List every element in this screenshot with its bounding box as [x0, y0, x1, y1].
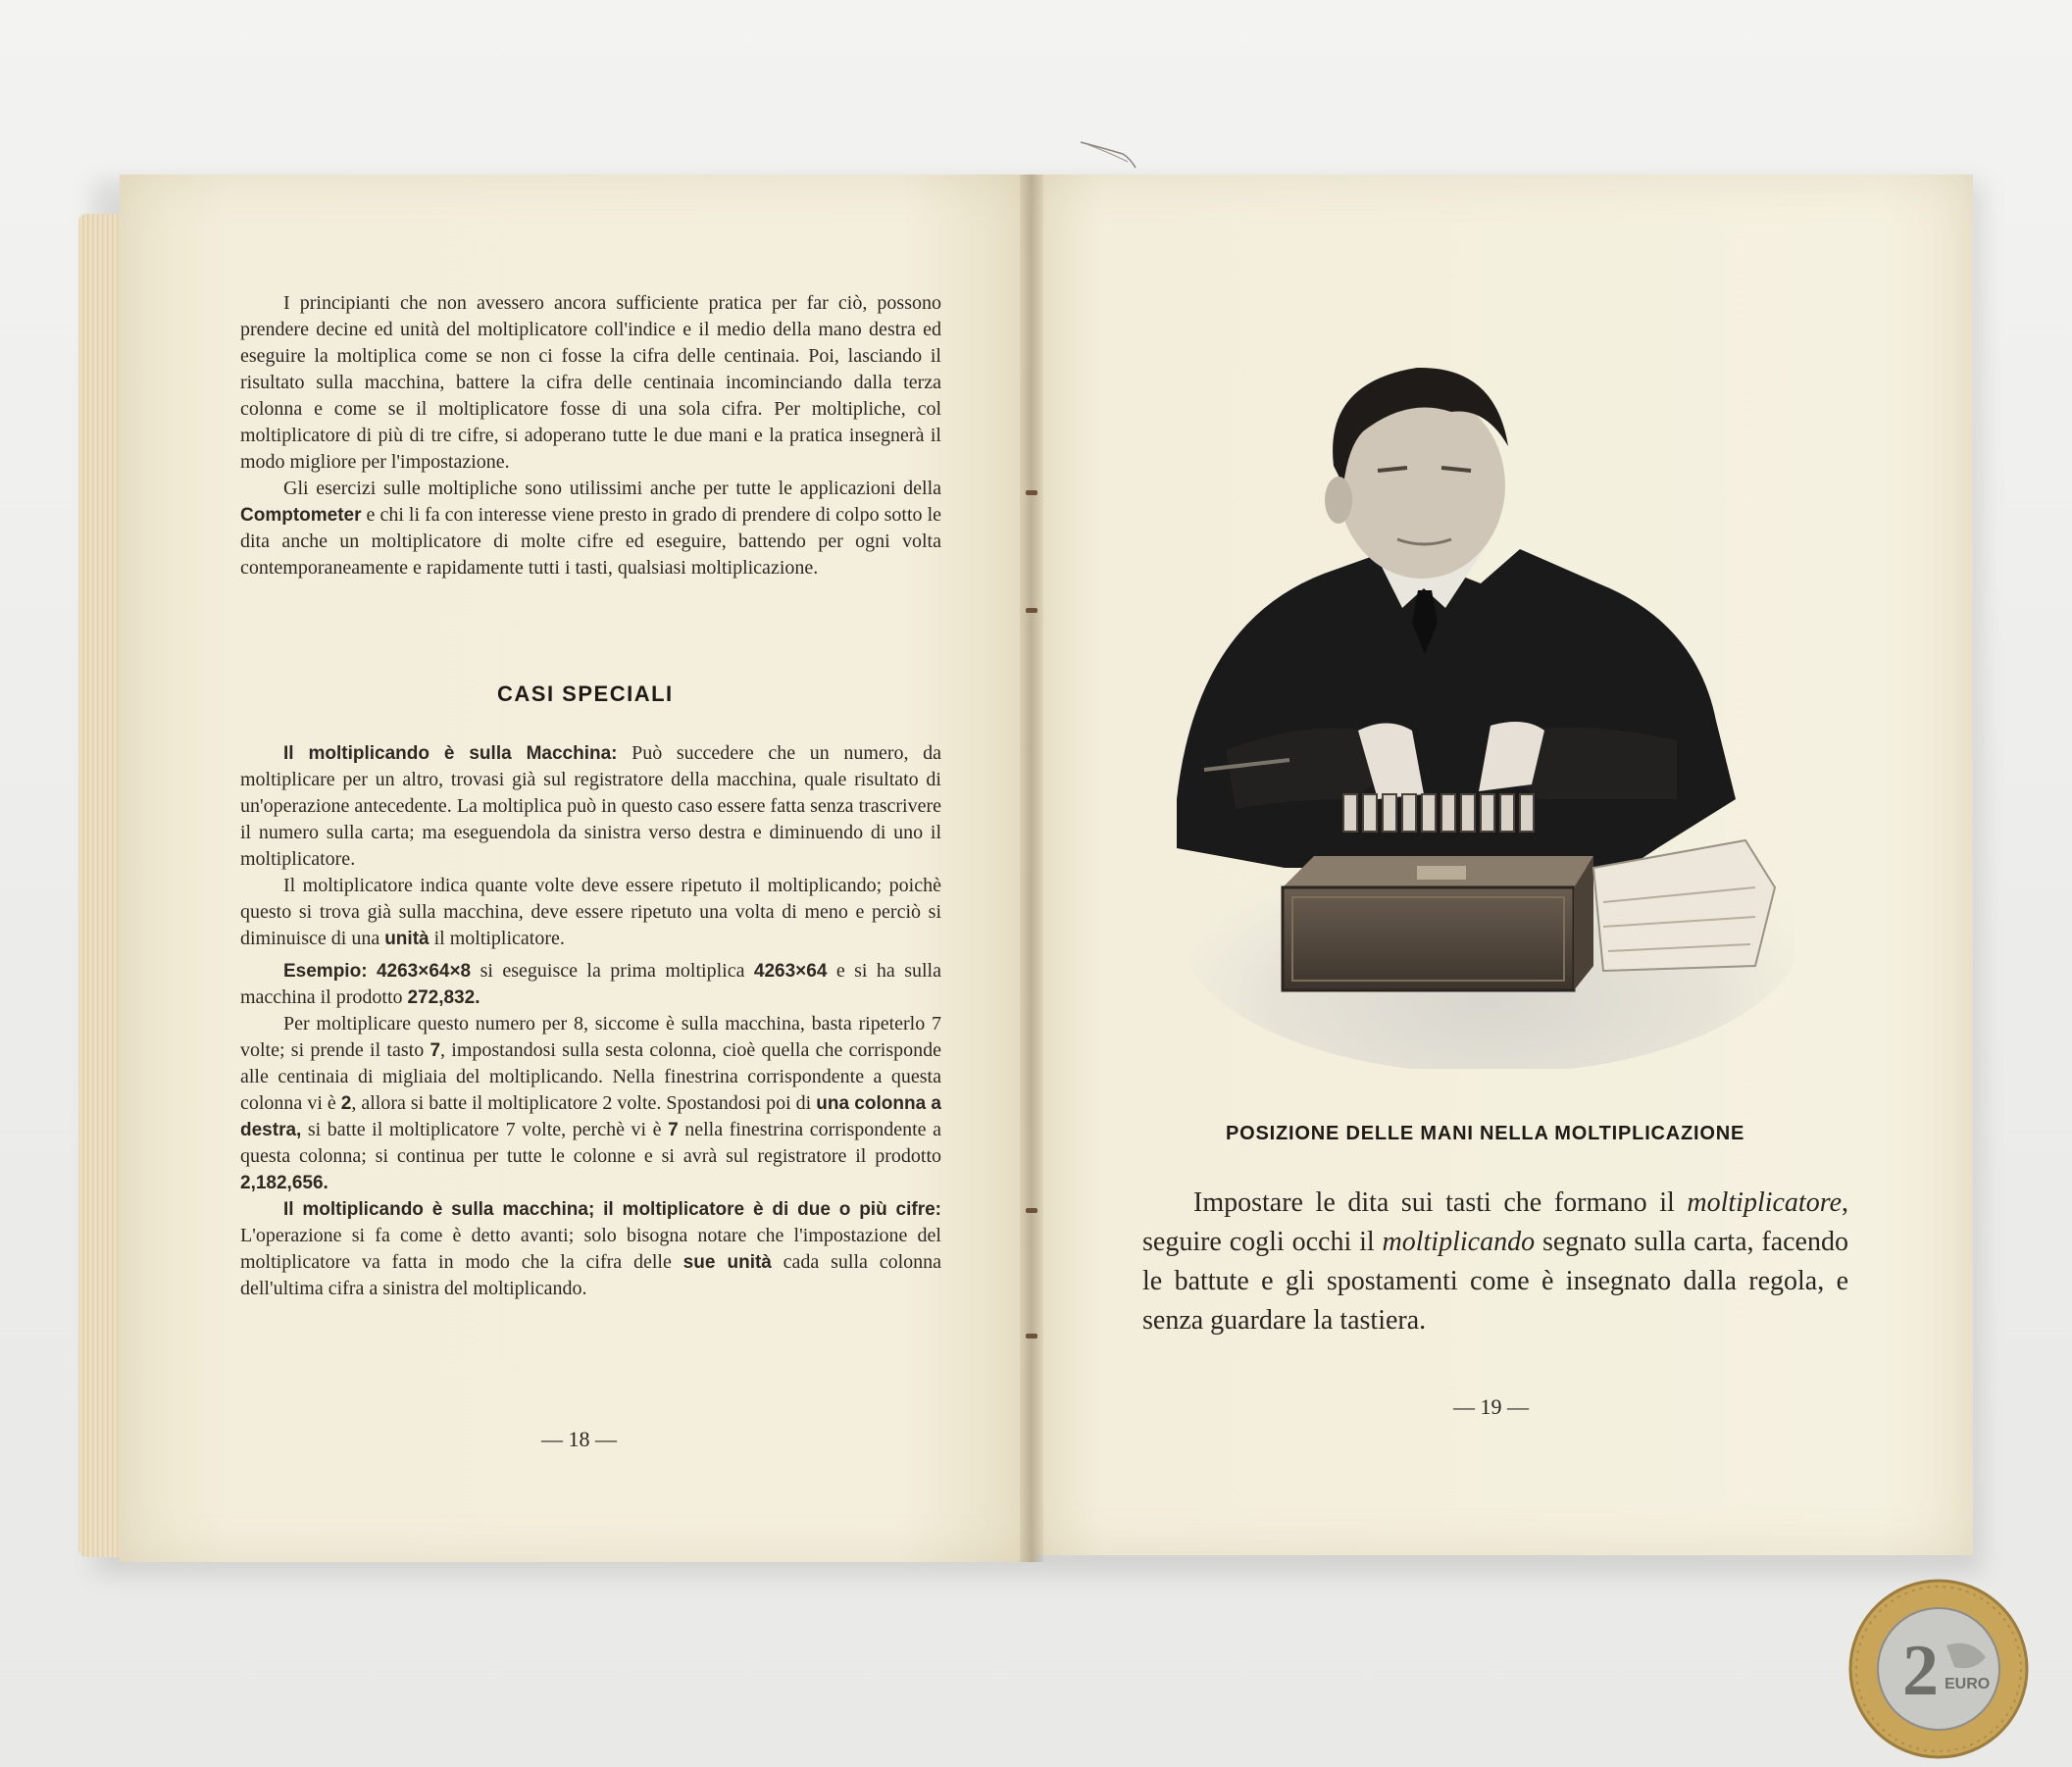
- unita-term: unità: [384, 929, 430, 949]
- example-label: Esempio:: [283, 961, 368, 982]
- case-1-text: Può succedere che un numero, da moltiplicare per un altro, trovasi già sul registratore della macchina, quale risultato di un'operazione antecedente. La moltiplica può in questo caso essere fatta senza trascrivere il numero sulla carta; ma eseguendola da sinistra verso destra e diminuendo di uno il moltiplicatore.: [240, 742, 941, 870]
- procedure-column-right: una colonna a destra,: [240, 1093, 941, 1140]
- procedure-key-7: 7: [430, 1040, 441, 1061]
- instruction-text-a: Impostare le dita sui tasti che formano il: [1193, 1187, 1688, 1218]
- coin-denomination: 2: [1902, 1631, 1939, 1711]
- instruction-moltiplicatore: moltiplicatore: [1687, 1187, 1842, 1218]
- procedure-a: Per moltiplicare questo numero per 8, siccome è sulla macchina, basta ripeterlo 7 volte; si prende il tasto: [240, 1013, 941, 1061]
- example-expression-2: 4263×64: [753, 961, 828, 982]
- comptometer-term: Comptometer: [240, 505, 362, 526]
- instruction-text-b: , seguire cogli occhi il: [1142, 1187, 1848, 1257]
- binding-stitch: [1026, 1208, 1037, 1213]
- binding-stitch: [1026, 490, 1037, 495]
- photo-man-at-comptometer: [1167, 338, 1794, 1069]
- case-2-text-a: L'operazione si fa come è detto avanti; solo bisogna notare che l'impostazione del moltiplicatore va fatta in modo che la cifra delle: [240, 1225, 941, 1273]
- case-2-text-b: cada sulla colonna dell'ultima cifra a sinistra del moltiplicando.: [240, 1251, 942, 1299]
- paragraph-example: [240, 958, 941, 1011]
- example-expression: 4263×64×8: [376, 961, 472, 982]
- paragraph-case-1: [240, 740, 941, 873]
- procedure-e: nella finestrina corrispondente a questa colonna; si continua per tutte le colonne e si avrà sul registratore il prodotto: [240, 1119, 941, 1167]
- procedure-digit-2: 2: [340, 1093, 352, 1114]
- binding-stitch: [1026, 608, 1037, 613]
- paragraph-multiplier: [240, 873, 941, 952]
- page-number-18: — 18 —: [541, 1427, 617, 1451]
- example-product: 272,832.: [407, 987, 480, 1008]
- page-number-19: — 19 —: [1453, 1394, 1529, 1419]
- procedure-product: 2,182,656.: [240, 1173, 328, 1193]
- left-page-text-block-1: [240, 290, 941, 581]
- paragraph-exercises-b: e chi li fa con interesse viene presto in grado di prendere di colpo sotto le dita anche un moltiplicatore di molte cifre ed eseguire, battendo per ogni volta contemporaneamente e rapidamente tutti i tasti, qualsiasi moltiplicazione.: [240, 504, 941, 579]
- example-text-a: si eseguisce la prima moltiplica: [471, 960, 754, 982]
- binding-stitch: [1026, 1334, 1037, 1338]
- multiplier-text-a: Il moltiplicatore indica quante volte deve essere ripetuto il moltiplicando; poichè questo si trova già sulla macchina, deve essere ripetuto una volta di meno e perciò si diminuisce di una: [240, 875, 941, 949]
- binding-thread: [1079, 140, 1137, 170]
- case-2-title: Il moltiplicando è sulla macchina; il moltiplicatore è di due o più cifre:: [283, 1199, 941, 1220]
- paragraph-case-2: [240, 1196, 941, 1302]
- sue-unita-term: sue unità: [682, 1252, 772, 1273]
- coin-currency: EURO: [1945, 1676, 1991, 1692]
- example-text-b: e si ha sulla macchina il prodotto: [240, 960, 941, 1008]
- procedure-c: , allora si batte il moltiplicatore 2 volte. Spostandosi poi di: [351, 1092, 817, 1114]
- two-euro-coin: [1848, 1579, 2030, 1760]
- procedure-d: si batte il moltiplicatore 7 volte, perchè vi è: [301, 1119, 669, 1140]
- paragraph-beginners: I principianti che non avessero ancora sufficiente pratica per far ciò, possono prendere decine ed unità del moltiplicatore coll'indice e il medio della mano destra ed eseguire la moltiplica come se non ci fosse la cifra delle centinaia. Poi, lasciando il risultato sulla macchina, battere la cifra delle centinaia incominciando dalla terza colonna e come se il moltiplicatore fosse di una sola cifra. Per moltipliche, col moltiplicatore di più di tre cifre, si adoperano tutte le due mani e la pratica insegnerà il modo migliore per l'impostazione.: [240, 292, 941, 473]
- book-gutter: [1020, 175, 1043, 1562]
- procedure-digit-7: 7: [668, 1120, 679, 1140]
- paragraph-exercises: [240, 476, 941, 581]
- paragraph-exercises-a: Gli esercizi sulle moltipliche sono utilissimi anche per tutte le applicazioni della: [283, 478, 941, 499]
- instruction-paragraph: [1142, 1184, 1848, 1340]
- left-page-text-block-2: [240, 740, 941, 1302]
- instruction-text-c: segnato sulla carta, facendo le battute e gli spostamenti come è insegnato dalla regola, e senza guardare la tastiera.: [1142, 1227, 1848, 1336]
- instruction-moltiplicando: moltiplicando: [1382, 1227, 1536, 1257]
- section-heading-casi-speciali: CASI SPECIALI: [497, 682, 674, 706]
- paragraph-procedure: [240, 1011, 941, 1196]
- multiplier-text-b: il moltiplicatore.: [429, 928, 565, 949]
- case-1-title: Il moltiplicando è sulla Macchina:: [283, 743, 618, 764]
- photo-caption: POSIZIONE DELLE MANI NELLA MOLTIPLICAZIONE: [1226, 1123, 1745, 1144]
- procedure-b: , impostandosi sulla sesta colonna, cioè quella che corrisponde alle centinaia di migliaia del moltiplicando. Nella finestrina corrispondente a questa colonna vi è: [240, 1039, 941, 1114]
